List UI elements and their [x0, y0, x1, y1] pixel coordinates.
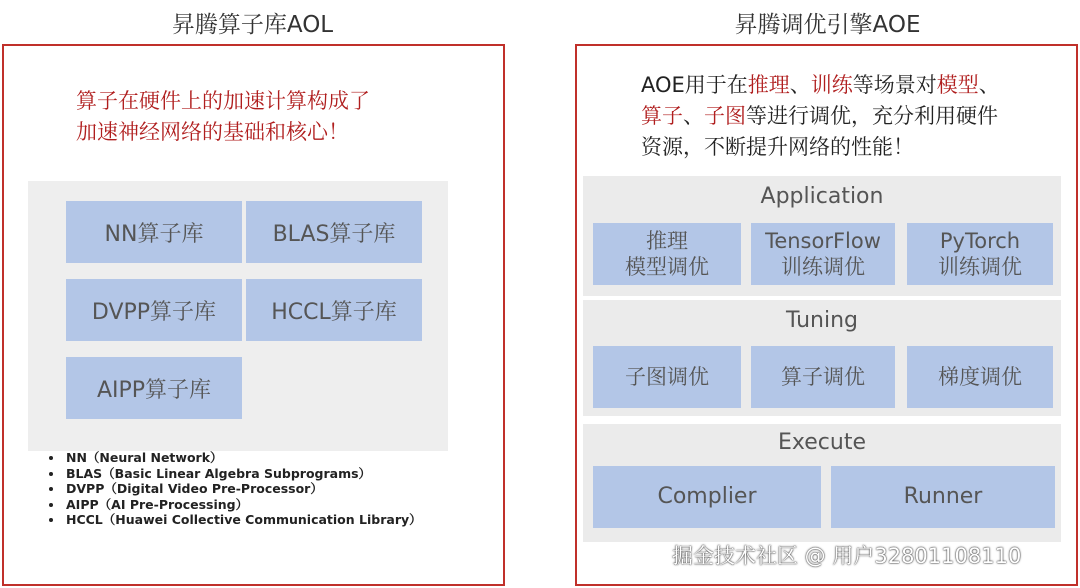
- aipp-library: AIPP算子库: [66, 357, 242, 419]
- inference-model-tuning-box: [593, 223, 741, 285]
- subgraph-tuning-box: 子图调优: [593, 346, 741, 408]
- gradient-tuning-box: 梯度调优: [907, 346, 1053, 408]
- pytorch-training-tuning-box: [907, 223, 1053, 285]
- tensorflow-training-tuning-box: [751, 223, 895, 285]
- watermark: 掘金技术社区 @ 用户3280110811​0: [672, 544, 1022, 568]
- abbreviation-item: HCCL（Huawei Collective Communication Library）: [44, 512, 484, 528]
- blas-library: BLAS算子库: [246, 201, 422, 263]
- box-line: PyTorch: [939, 229, 1021, 253]
- intro-text: 、: [683, 104, 704, 128]
- tuning-layer-title: Tuning: [785, 308, 858, 333]
- intro-text: 等进行调优，充分利用硬件: [746, 104, 998, 128]
- aoe-intro: [641, 70, 1061, 163]
- box-line: 推理: [646, 229, 688, 253]
- aol-intro: [76, 86, 496, 148]
- aoe-intro-line3: 资源，不断提升网络的性能！: [641, 135, 914, 159]
- aoe-title: 昇腾调优引擎AOE: [734, 12, 921, 38]
- intro-highlight: 模型: [936, 73, 979, 97]
- abbreviation-item: AIPP（AI Pre-Processing）: [44, 497, 484, 513]
- abbreviation-list: [44, 450, 484, 528]
- aoe-intro-line1: [641, 70, 1061, 101]
- operator-library-area: [28, 181, 448, 451]
- execute-layer-title: Execute: [778, 430, 866, 455]
- hccl-library: HCCL算子库: [246, 279, 422, 341]
- intro-text: 、: [978, 73, 1000, 97]
- execute-layer: [583, 424, 1061, 542]
- nn-library: NN算子库: [66, 201, 242, 263]
- box-line: TensorFlow: [765, 229, 881, 253]
- intro-highlight: 子图: [704, 104, 746, 128]
- aol-intro-line1: 算子在硬件上的加速计算构成了: [76, 89, 370, 113]
- aol-title: 昇腾算子库AOL: [171, 12, 334, 38]
- box-line: 训练调优: [780, 255, 865, 279]
- intro-text: 、: [789, 73, 811, 97]
- tuning-layer: [583, 300, 1061, 416]
- application-layer-title: Application: [760, 184, 884, 209]
- abbreviation-item: BLAS（Basic Linear Algebra Subprograms）: [44, 466, 484, 482]
- intro-highlight: 算子: [641, 104, 683, 128]
- complier-box: Complier: [593, 466, 821, 528]
- abbreviation-item: DVPP（Digital Video Pre-Processor）: [44, 481, 484, 497]
- aoe-intro-line2: [641, 101, 1061, 132]
- aol-panel: [2, 44, 505, 586]
- abbreviation-item: NN（Neural Network）: [44, 450, 484, 466]
- intro-highlight: 训练: [810, 73, 853, 97]
- runner-box: Runner: [831, 466, 1055, 528]
- application-layer: [583, 176, 1061, 296]
- aoe-panel: [575, 44, 1078, 586]
- intro-highlight: 推理: [747, 73, 790, 97]
- dvpp-library: DVPP算子库: [66, 279, 242, 341]
- intro-text: 等场景对: [852, 73, 937, 97]
- operator-tuning-box: 算子调优: [751, 346, 895, 408]
- intro-text: AOE用于在: [641, 73, 748, 97]
- aol-intro-line2: 加速神经网络的基础和核心！: [76, 120, 349, 144]
- box-line: 训练调优: [938, 255, 1022, 279]
- box-line: 模型调优: [625, 255, 709, 279]
